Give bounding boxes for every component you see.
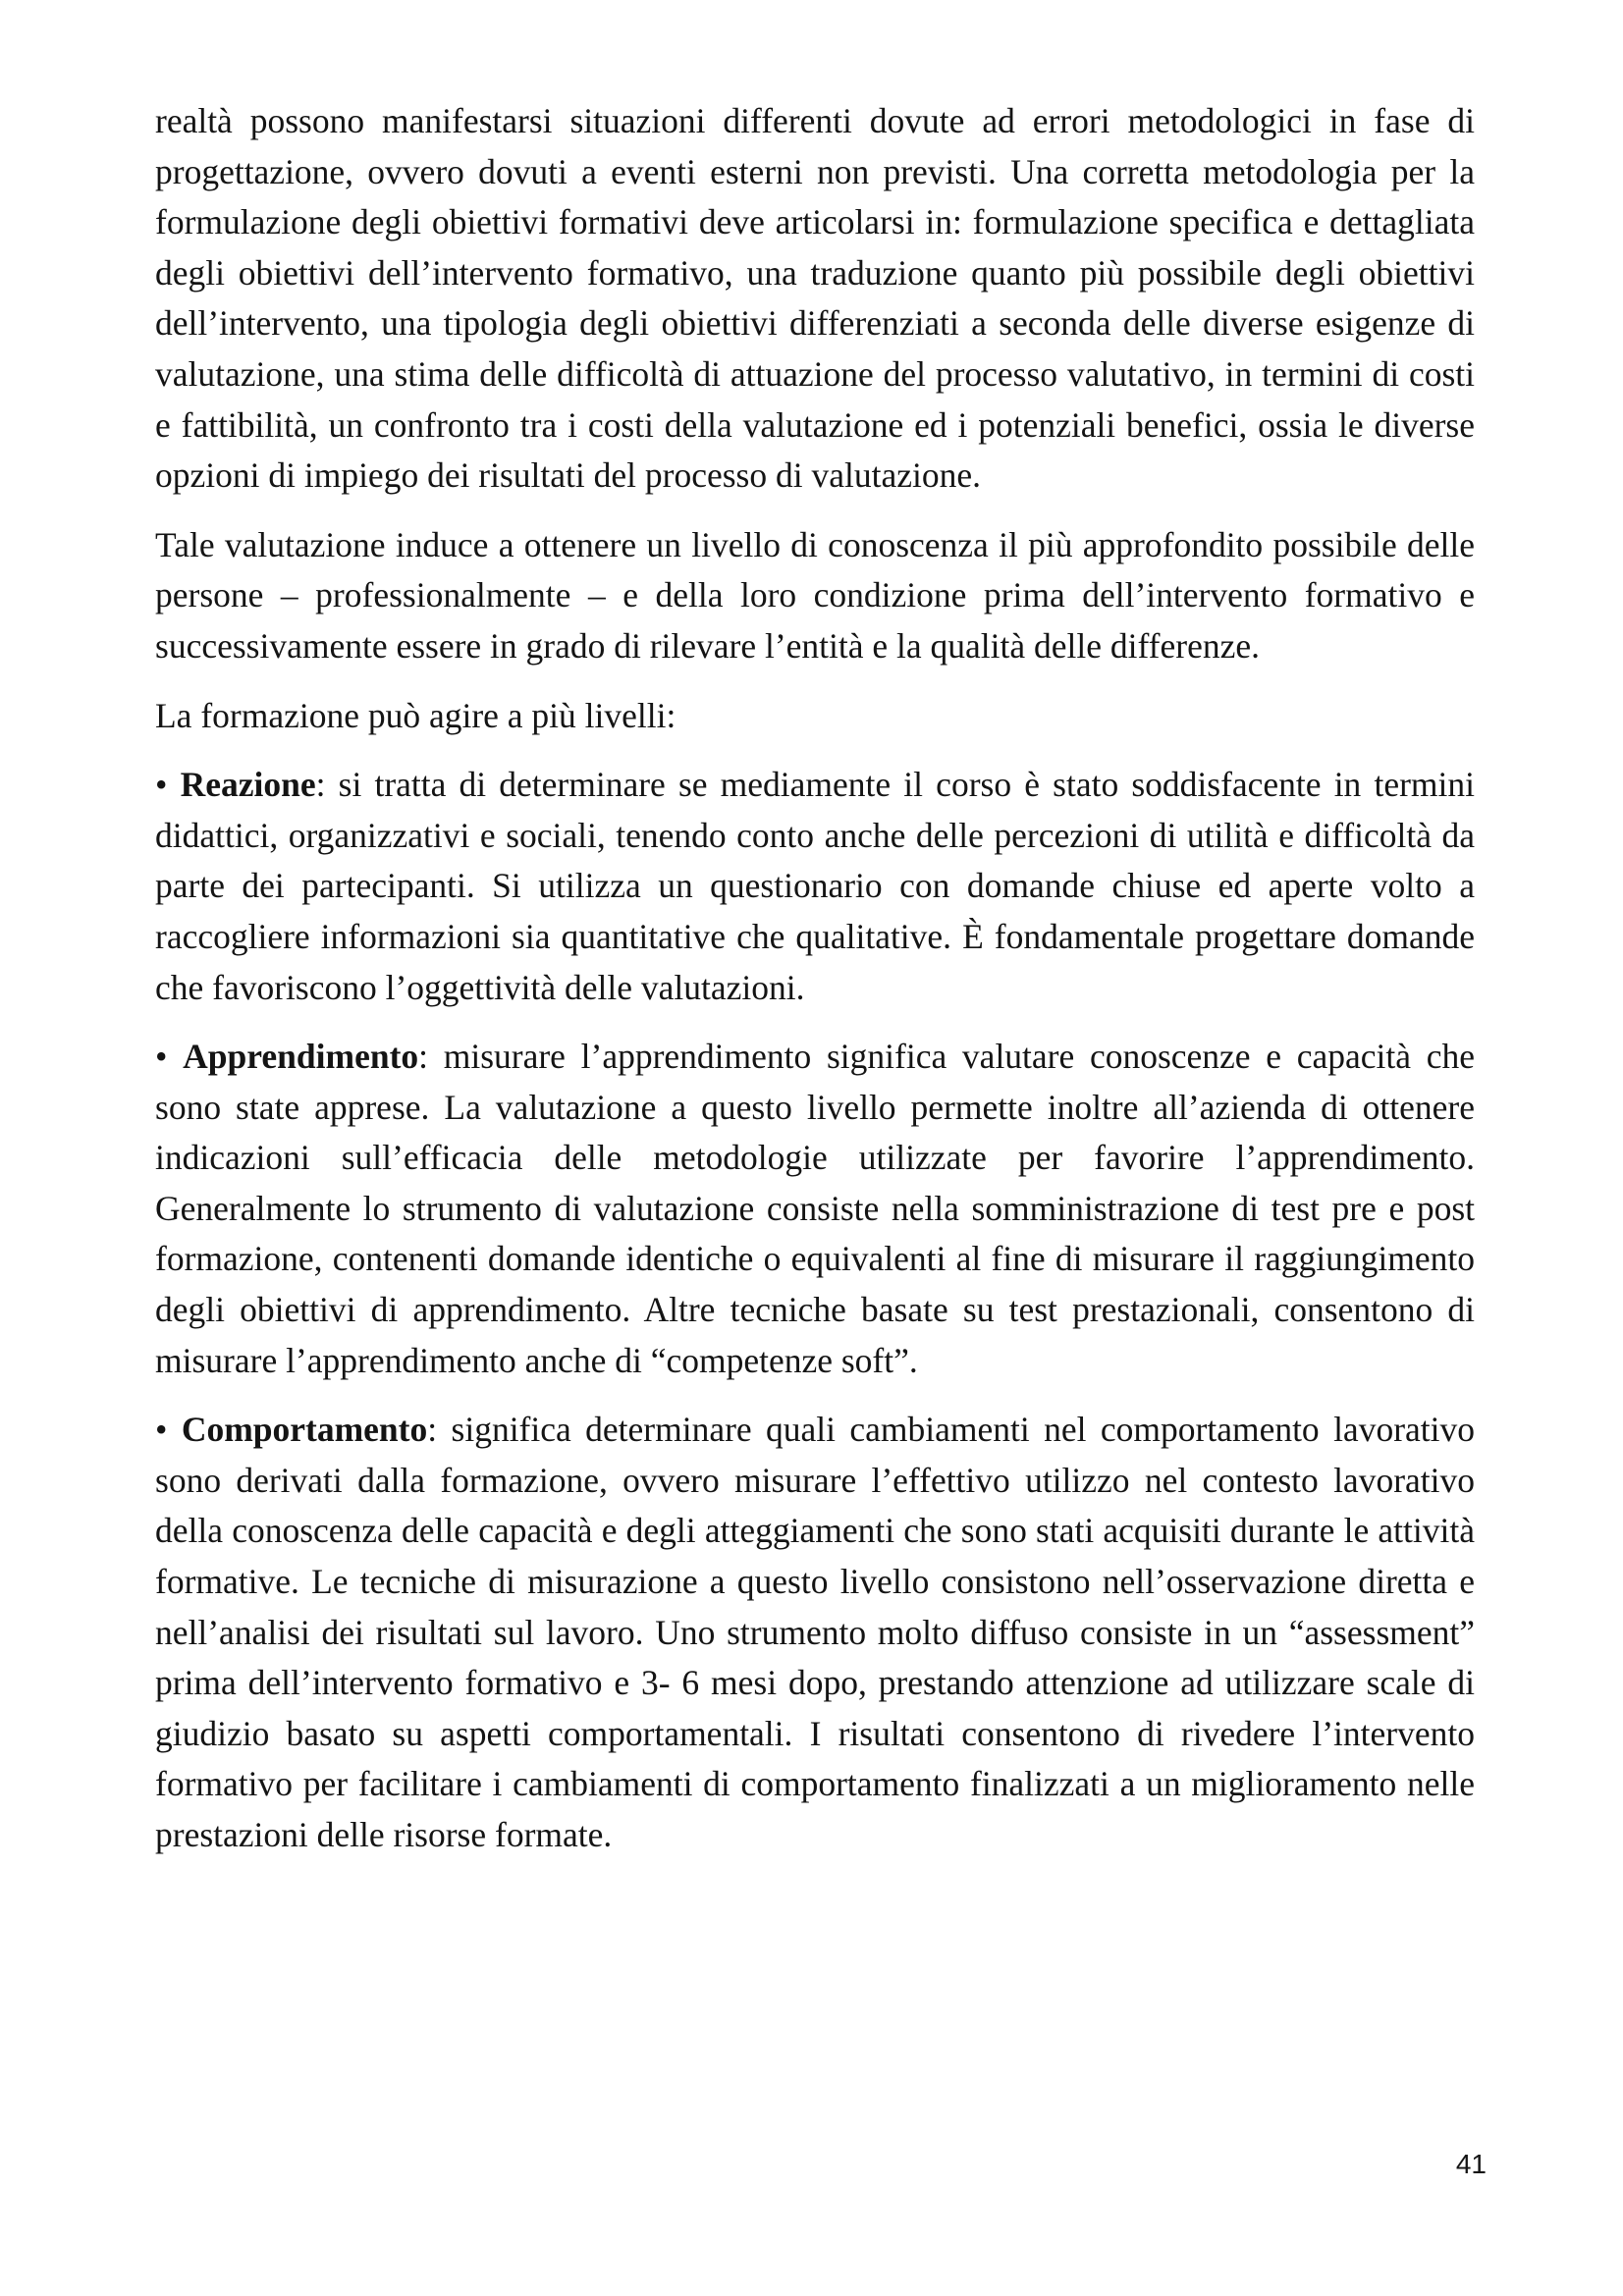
- level-description: : si tratta di determinare se mediamente il corso è stato soddisfacente in termini didattici, organizzativi e sociali, tenendo conto anche delle percezioni di utilità e difficoltà da parte dei partecipanti. Si utilizza un questionario con domande chiuse ed aperte volto a raccogliere informazioni sia quantitative che qualitative. È fondamentale progettare domande che favoriscono l’oggettività delle valutazioni.: [155, 765, 1475, 1007]
- bullet-mark: •: [155, 1037, 168, 1077]
- level-term: Reazione: [180, 765, 316, 805]
- paragraph-livelli: La formazione può agire a più livelli:: [155, 695, 676, 735]
- level-description: : significa determinare quali cambiamenti nel comportamento lavorativo sono derivati dalla formazione, ovvero misurare l’effettivo utilizzo nel contesto lavorativo della conoscenza delle capacità e degli atteggiamenti che sono stati acquisiti durante le attività formative. Le tecniche di misurazione a questo livello consistono nell’osservazione diretta e nell’analisi dei risultati sul lavoro. Uno strumento molto diffuso consiste in un “assessment” prima dell’intervento formativo e 3- 6 mesi dopo, prestando attenzione ad utilizzare scale di giudizio basato su aspetti comportamentali. I risultati consentono di rivedere l’intervento formativo per facilitare i cambiamenti di comportamento finalizzati a un miglioramento nelle prestazioni delle risorse formate.: [155, 1410, 1475, 1854]
- level-item-reazione: [155, 760, 1475, 1013]
- page-number: 41: [1455, 2149, 1487, 2179]
- level-description: : misurare l’apprendimento significa valutare conoscenze e capacità che sono state apprese. La valutazione a questo livello permette inoltre all’azienda di ottenere indicazioni sull’efficacia delle metodologie utilizzate per favorire l’apprendimento. Generalmente lo strumento di valutazione consiste nella somministrazione di test pre e post formazione, contenenti domande identiche o equivalenti al fine di misurare il raggiungimento degli obiettivi di apprendimento. Altre tecniche basate su test prestazionali, consentono di misurare l’apprendimento anche di “competenze soft”.: [155, 1037, 1475, 1380]
- level-term: Apprendimento: [183, 1037, 419, 1077]
- bullet-mark: •: [155, 765, 168, 805]
- paragraph-valutazione: Tale valutazione induce a ottenere un livello di conoscenza il più approfondito possibile delle persone – professionalmente – e della loro condizione prima dell’intervento formativo e successivamente essere in grado di rilevare l’entità e la qualità delle differenze.: [155, 524, 1475, 666]
- body-text: [155, 96, 1475, 1880]
- level-item-apprendimento: [155, 1032, 1475, 1386]
- level-item-comportamento: [155, 1405, 1475, 1860]
- paragraph-intro-continuation: realtà possono manifestarsi situazioni differenti dovute ad errori metodologici in fase di progettazione, ovvero dovuti a eventi esterni non previsti. Una corretta metodologia per la formulazione degli obiettivi formativi deve articolarsi in: formulazione specifica e dettagliata degli obiettivi dell’intervento formativo, una traduzione quanto più possibile degli obiettivi dell’intervento, una tipologia degli obiettivi differenziati a seconda delle diverse esigenze di valutazione, una stima delle difficoltà di attuazione del processo valutativo, in termini di costi e fattibilità, un confronto tra i costi della valutazione ed i potenziali benefici, ossia le diverse opzioni di impiego dei risultati del processo di valutazione.: [155, 101, 1475, 496]
- bullet-mark: •: [155, 1410, 168, 1450]
- level-term: Comportamento: [181, 1410, 428, 1450]
